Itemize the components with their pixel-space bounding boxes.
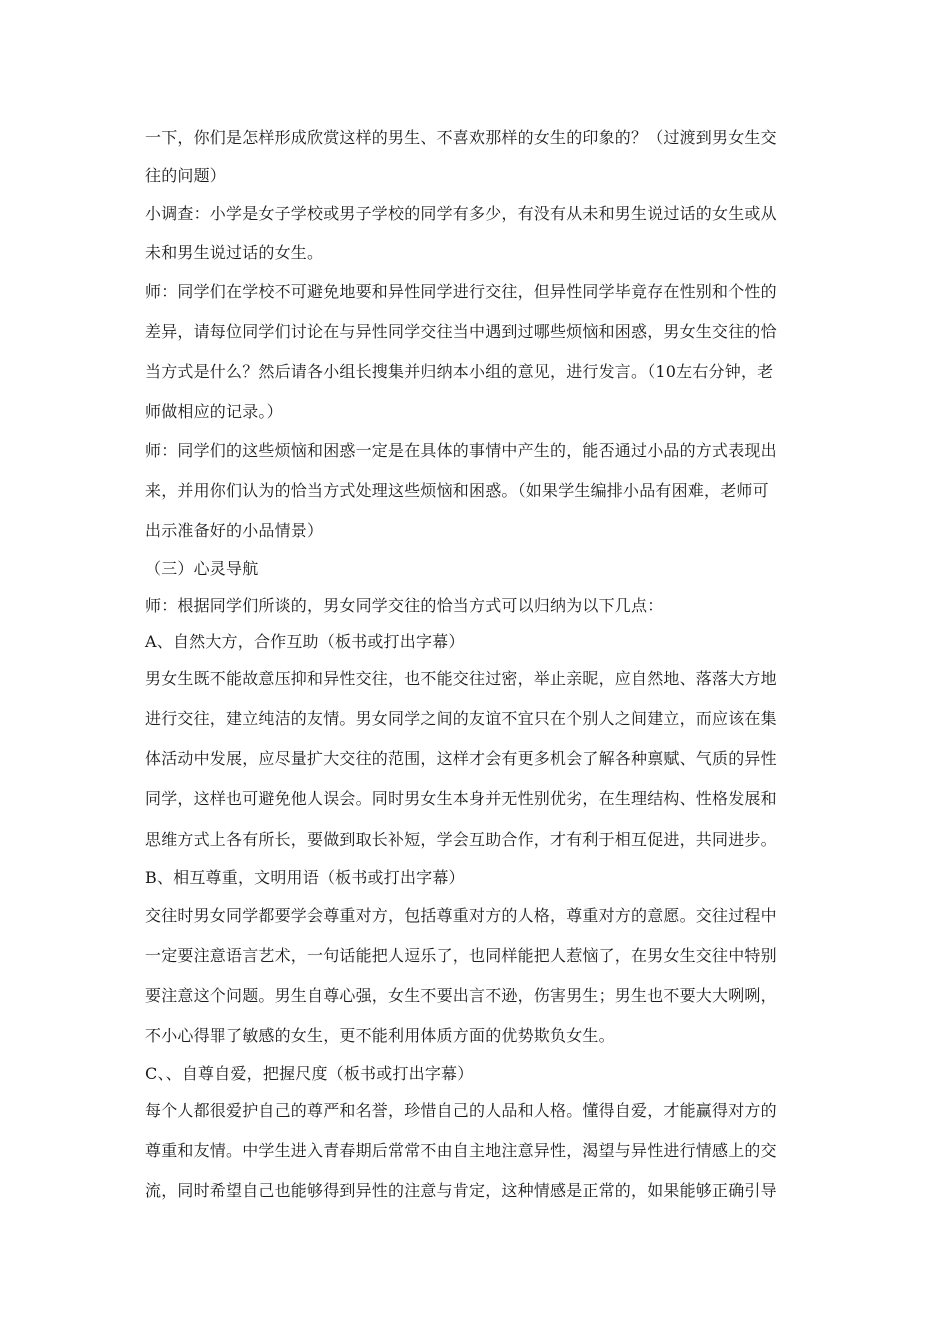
paragraph-line: 师做相应的记录。） (145, 402, 283, 421)
paragraph-line: 师：同学们在学校不可避免地要和异性同学进行交往，但异性同学毕竟存在性别和个性的 (145, 282, 777, 301)
paragraph-line: 交往时男女同学都要学会尊重对方，包括尊重对方的人格，尊重对方的意愿。交往过程中 (145, 906, 777, 925)
paragraph-line: 思维方式上各有所长，要做到取长补短，学会互助合作，才有利于相互促进，共同进步。 (145, 830, 777, 849)
paragraph-line: 来，并用你们认为的恰当方式处理这些烦恼和困惑。（如果学生编排小品有困难，老师可 (145, 481, 769, 500)
section-heading: （三）心灵导航 (145, 559, 259, 578)
paragraph-line: 尊重和友情。中学生进入青春期后常常不由自主地注意异性，渴望与异性进行情感上的交 (145, 1141, 777, 1160)
paragraph-line: 师：同学们的这些烦恼和困惑一定是在具体的事情中产生的，能否通过小品的方式表现出 (145, 441, 777, 460)
point-heading: B、相互尊重，文明用语（板书或打出字幕） (145, 868, 465, 887)
paragraph-line: 同学，这样也可避免他人误会。同时男女生本身并无性别优劣，在生理结构、性格发展和 (145, 789, 777, 808)
paragraph-line: 一定要注意语言艺术，一句话能把人逗乐了，也同样能把人惹恼了，在男女生交往中特别 (145, 946, 777, 965)
paragraph-line: 出示准备好的小品情景） (145, 521, 324, 540)
paragraph-line: 师：根据同学们所谈的，男女同学交往的恰当方式可以归纳为以下几点： (145, 596, 664, 615)
paragraph-line: 流，同时希望自己也能够得到异性的注意与肯定，这种情感是正常的，如果能够正确引导 (145, 1181, 777, 1200)
paragraph-line: 一下，你们是怎样形成欣赏这样的男生、不喜欢那样的女生的印象的？（过渡到男女生交 (145, 128, 777, 147)
point-heading: A、自然大方，合作互助（板书或打出字幕） (145, 632, 465, 651)
paragraph-line: 男女生既不能故意压抑和异性交往，也不能交往过密，举止亲昵，应自然地、落落大方地 (145, 669, 777, 688)
paragraph-line: 体活动中发展，应尽量扩大交往的范围，这样才会有更多机会了解各种禀赋、气质的异性 (145, 749, 777, 768)
paragraph-line: 未和男生说过话的女生。 (145, 243, 324, 262)
paragraph-line: 往的问题） (145, 166, 227, 185)
paragraph-line: 小调查：小学是女子学校或男子学校的同学有多少，有没有从未和男生说过话的女生或从 (145, 204, 777, 223)
point-heading: C、、自尊自爱，把握尺度（板书或打出字幕） (145, 1064, 474, 1083)
paragraph-line: 要注意这个问题。男生自尊心强，女生不要出言不逊，伤害男生；男生也不要大大咧咧， (145, 986, 777, 1005)
paragraph-line: 当方式是什么？然后请各小组长搜集并归纳本小组的意见，进行发言。（10左右分钟，老 (145, 362, 774, 381)
paragraph-line: 每个人都很爱护自己的尊严和名誉，珍惜自己的人品和人格。懂得自爱，才能赢得对方的 (145, 1101, 777, 1120)
paragraph-line: 差异，请每位同学们讨论在与异性同学交往当中遇到过哪些烦恼和困惑，男女生交往的恰 (145, 322, 777, 341)
paragraph-line: 进行交往，建立纯洁的友情。男女同学之间的友谊不宜只在个别人之间建立，而应该在集 (145, 709, 777, 728)
paragraph-line: 不小心得罪了敏感的女生，更不能利用体质方面的优势欺负女生。 (145, 1026, 615, 1045)
